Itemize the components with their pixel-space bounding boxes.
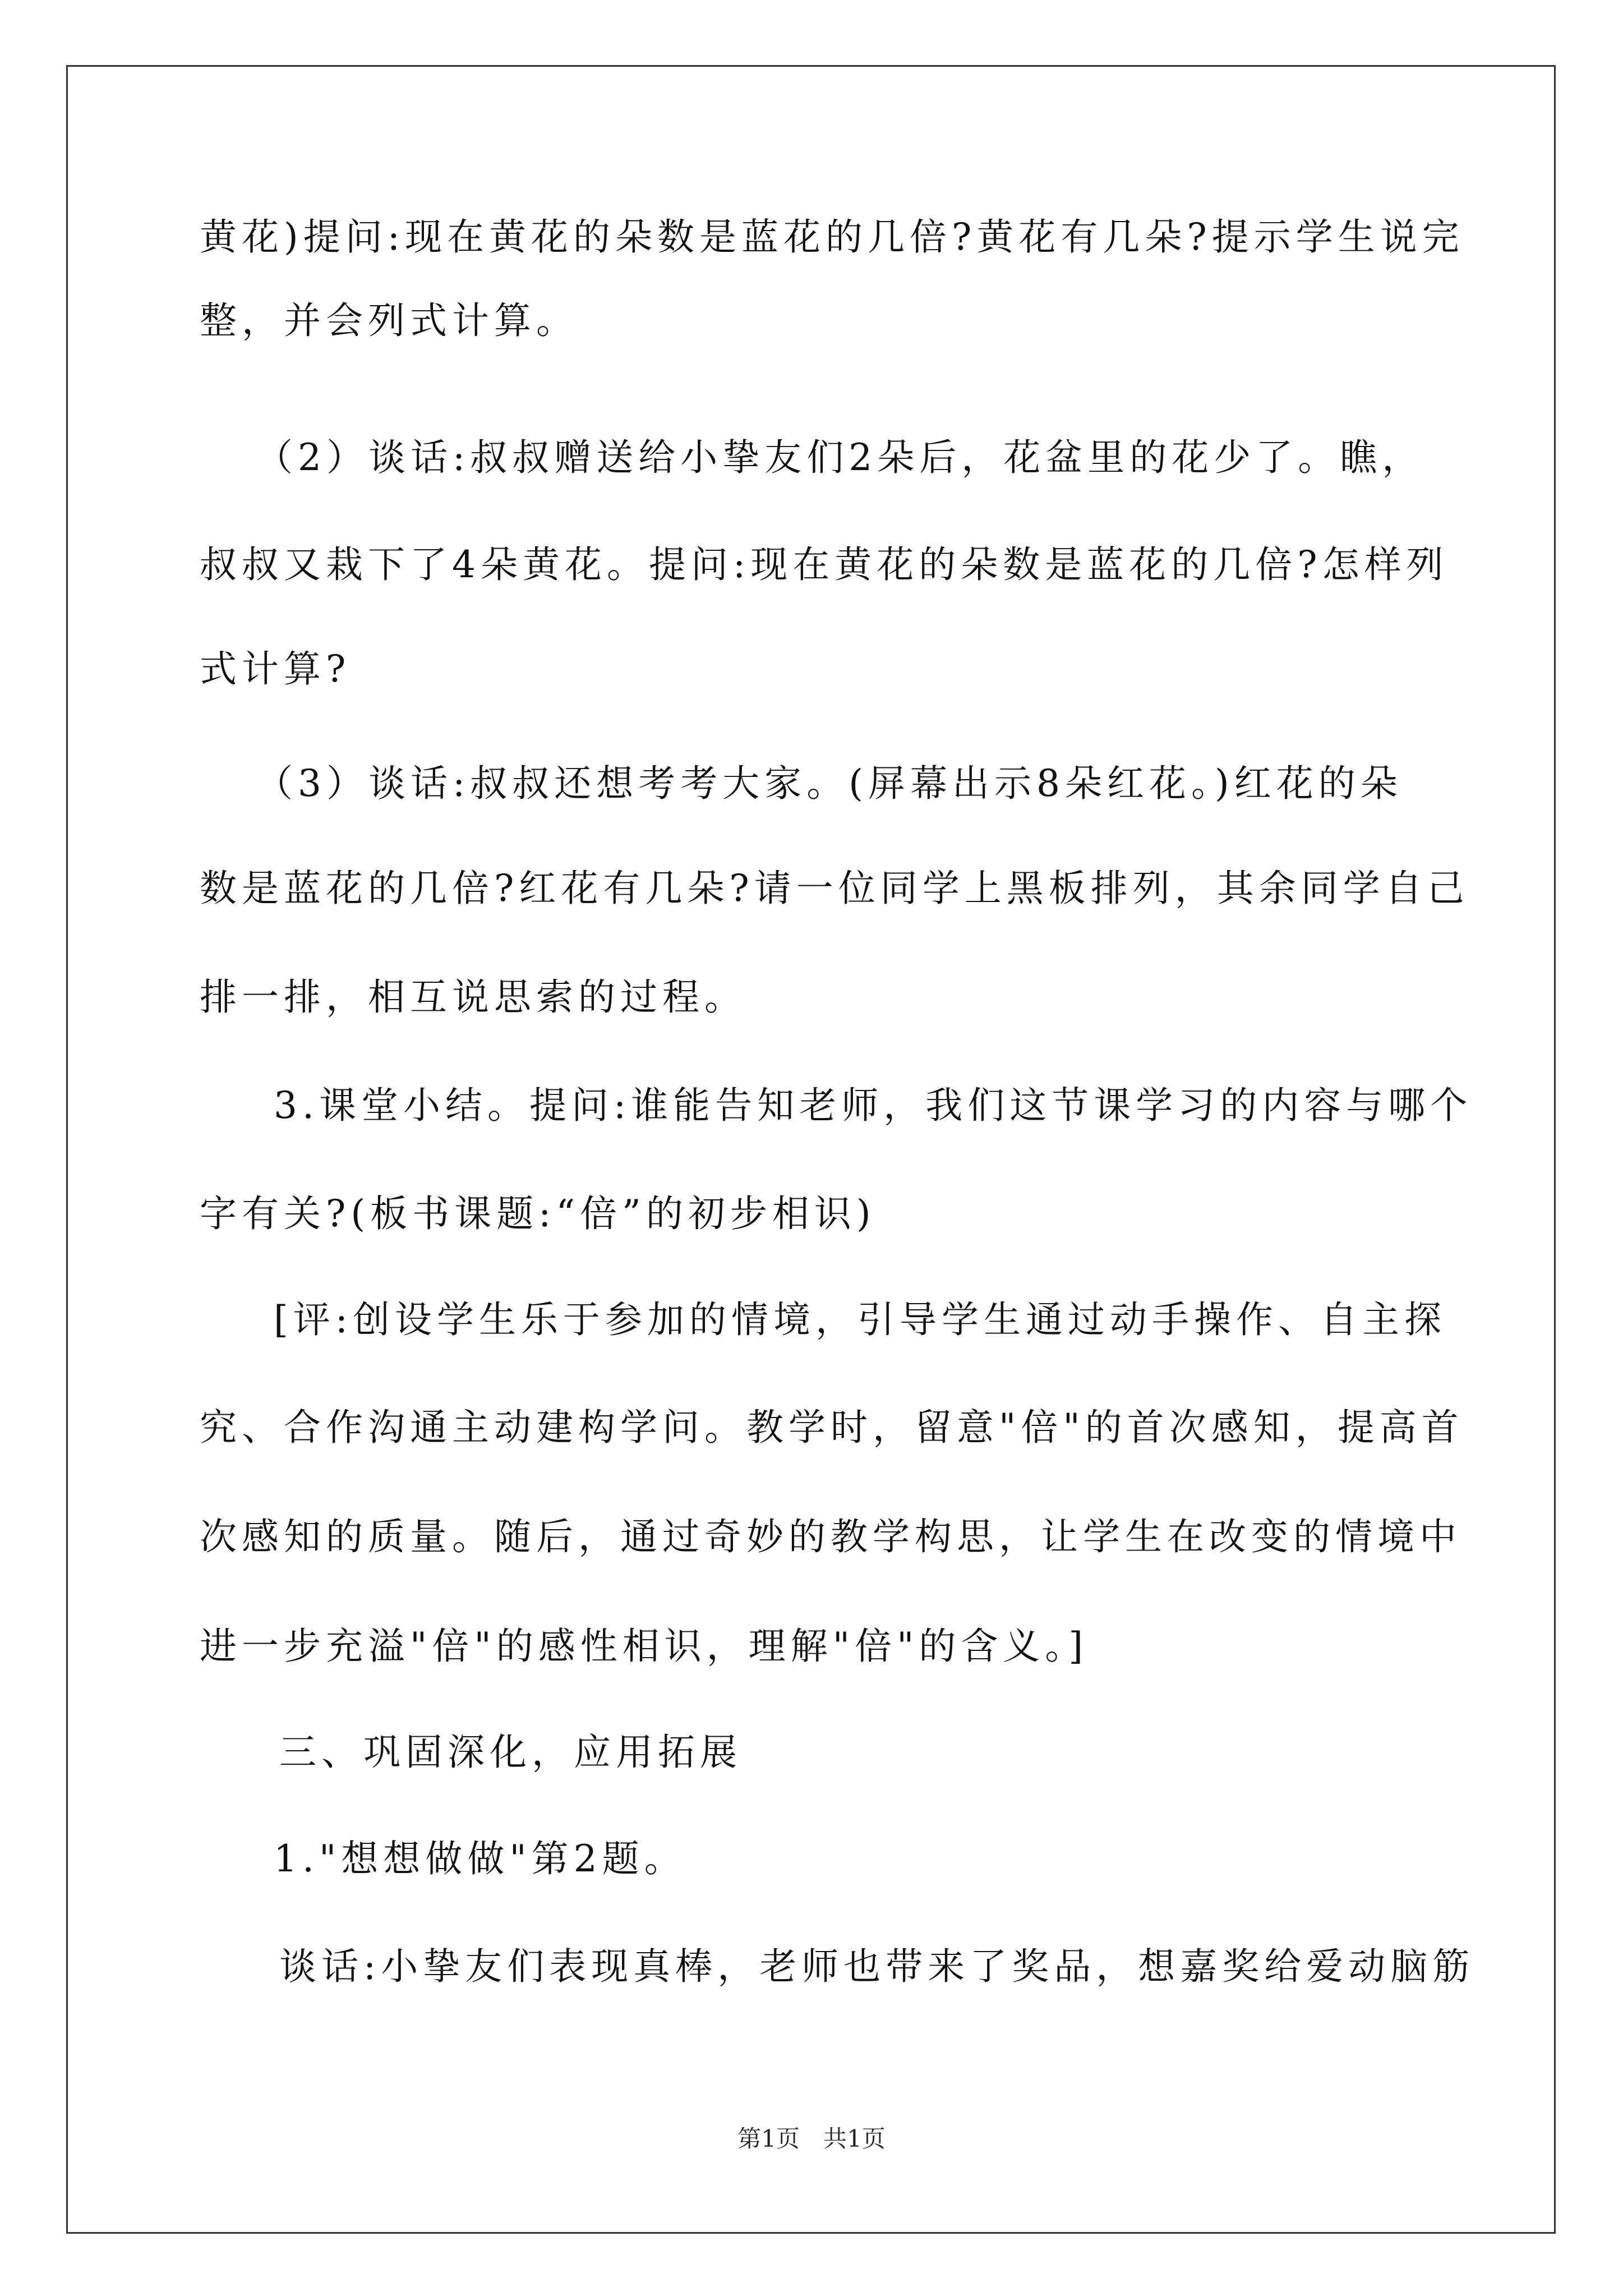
text-line: 谈话:小挚友们表现真棒，老师也带来了奖品，想嘉奖给爱动脑筋	[279, 1945, 1475, 1988]
text-line: 数是蓝花的几倍?红花有几朵?请一位同学上黑板排列，其余同学自己	[200, 867, 1469, 910]
text-line: 1."想想做做"第2题。	[274, 1837, 686, 1880]
text-line: 整，并会列式计算。	[200, 299, 578, 342]
text-line: 进一步充溢"倍"的感性相识，理解"倍"的含义。]	[200, 1625, 1089, 1668]
text-line: 叔叔又栽下了4朵黄花。提问:现在黄花的朵数是蓝花的几倍?怎样列	[200, 543, 1449, 586]
page-footer: 第1页 共1页	[737, 2125, 886, 2152]
text-line: 黄花)提问:现在黄花的朵数是蓝花的几倍?黄花有几朵?提示学生说完	[200, 215, 1464, 259]
text-line: 究、合作沟通主动建构学问。教学时，留意"倍"的首次感知，提高首	[200, 1406, 1464, 1449]
page-border	[66, 65, 1556, 2234]
text-line: 字有关?(板书课题:“倍”的初步相识)	[200, 1192, 876, 1235]
text-line: （2）谈话:叔叔赠送给小挚友们2朵后，花盆里的花少了。瞧，	[256, 436, 1424, 479]
text-line: 式计算?	[200, 647, 351, 691]
text-line: 3.课堂小结。提问:谁能告知老师，我们这节课学习的内容与哪个	[274, 1084, 1473, 1127]
text-line: （3）谈话:叔叔还想考考大家。(屏幕出示8朵红花。)红花的朵	[256, 762, 1403, 805]
text-line: 次感知的质量。随后，通过奇妙的教学构思，让学生在改变的情境中	[200, 1515, 1461, 1558]
text-line: 三、巩固深化，应用拓展	[279, 1731, 742, 1774]
text-line: 排一排，相互说思索的过程。	[200, 976, 746, 1019]
text-line: [评:创设学生乐于参加的情境，引导学生通过动手操作、自主探	[274, 1298, 1446, 1341]
